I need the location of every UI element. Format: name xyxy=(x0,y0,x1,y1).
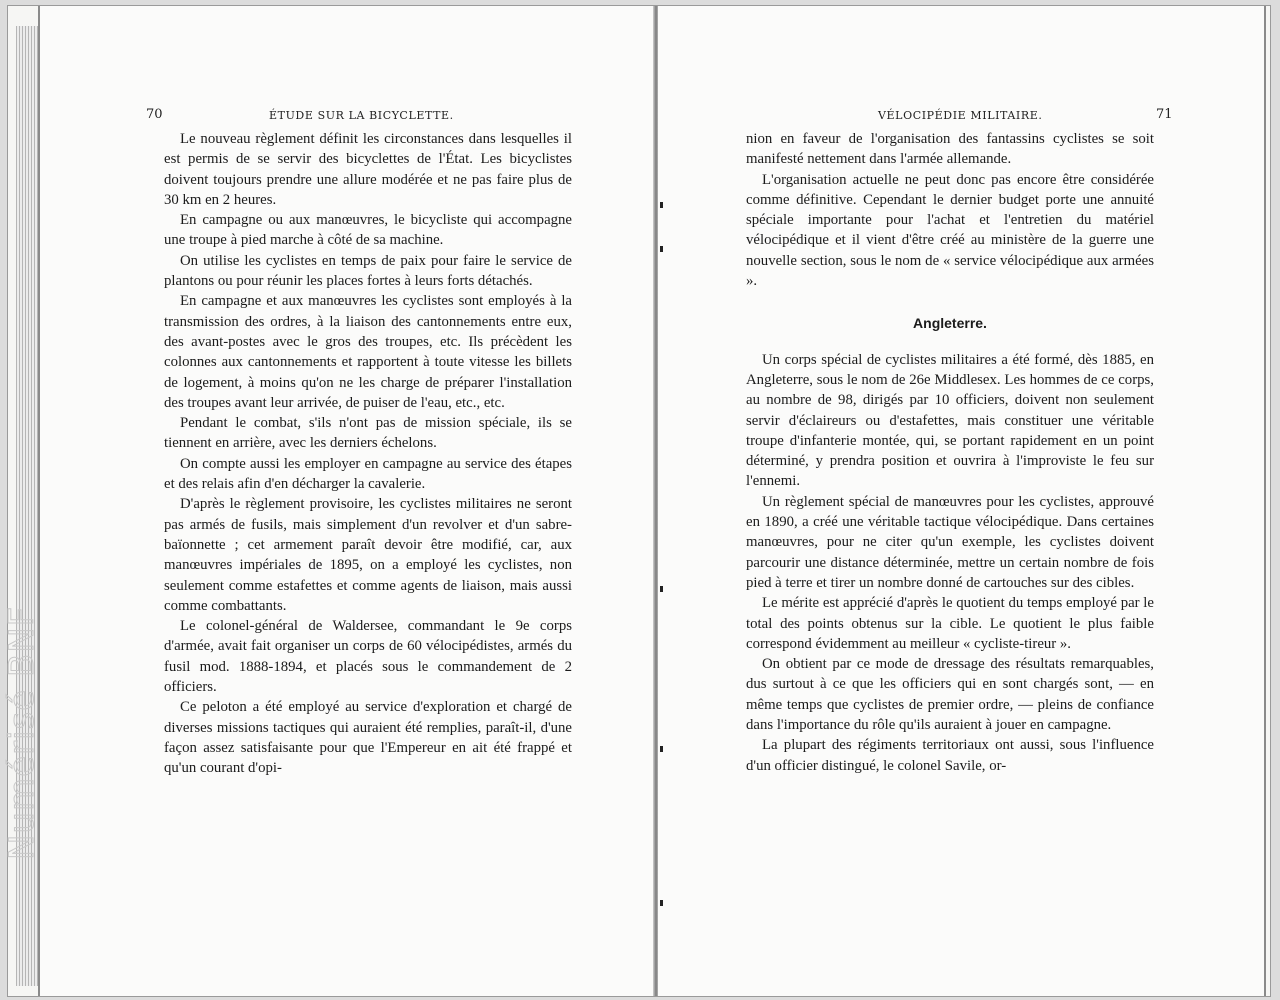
paragraph: Un règlement spécial de manœuvres pour les cyclistes, approuvé en 1890, a créé une véritable tactique vélocipédique. Dans certaines manœuvres, pour ne citer qu'un exemple, les cyclistes doivent parcourir une distance déterminée, mettre un certain nombre de fois pied à terre et tirer un nombre donné de cartouches sur des cibles. xyxy=(746,493,1154,591)
paragraph: Le mérite est apprécié d'après le quotient du temps employé par le total des points obtenus sur la cible. Le quotient le plus faible correspond évidemment au meilleur « cycliste-tireur ». xyxy=(746,595,1154,652)
binding-mark xyxy=(660,900,663,906)
binding-mark xyxy=(660,202,663,208)
paragraph: D'après le règlement provisoire, les cyclistes militaires ne seront pas armés de fusils, mais simplement d'un revolver et d'un sabre-baïonnette ; cet armement paraît devoir être modifié, car, aux manœuvres impériales de 1895, on a employé les cyclistes, non seulement comme estafettes et comme agents de liaison, mais aussi comme combattants. xyxy=(164,496,572,614)
paragraph: Ce peloton a été employé au service d'exploration et chargé de diverses missions tactiques qui auraient été remplies, paraît-il, d'une façon assez satisfaisante pour que l'Empereur en ait été frappé et qu'un courant d'opi- xyxy=(164,699,572,777)
left-running-head: ÉTUDE SUR LA BICYCLETTE. xyxy=(269,109,454,122)
watermark: Numérisé BNF xyxy=(2,605,42,860)
binding-mark xyxy=(660,246,663,252)
right-running-head: VÉLOCIPÉDIE MILITAIRE. xyxy=(878,109,1043,122)
paragraph: On compte aussi les employer en campagne au service des étapes et des relais afin d'en décharger la cavalerie. xyxy=(164,455,572,493)
right-page xyxy=(658,6,1266,996)
paragraph: Un corps spécial de cyclistes militaires a été formé, dès 1885, en Angleterre, sous le nom de 26e Middlesex. Les hommes de ce corps, au nombre de 98, dirigés par 10 officiers, doivent non seulement servir d'éclaireurs ou d'estafettes, mais constituer une véritable troupe d'infanterie montée, qui, se portant rapidement en un point déterminé, y prendra position et ouvrira à l'improviste le feu sur l'ennemi. xyxy=(746,351,1154,490)
section-heading: Angleterre. xyxy=(913,315,987,332)
left-page xyxy=(38,6,656,996)
right-text-column xyxy=(746,129,1154,776)
paragraph: nion en faveur de l'organisation des fantassins cyclistes se soit manifesté nettement dans l'armée allemande. xyxy=(746,131,1154,168)
paragraph: En campagne et aux manœuvres les cyclistes sont employés à la transmission des ordres, à la liaison des cantonnements entre eux, des avant-postes avec le gros des troupes, etc. Ils précèdent les colonnes aux cantonnements et rapportent à toute vitesse les billets de logement, à moins qu'on ne les charge de préparer l'installation des troupes avant leur arrivée, de puiser de l'eau, etc., etc. xyxy=(164,293,572,411)
paragraph: On obtient par ce mode de dressage des résultats remarquables, dus surtout à ce que les officiers qui en sont chargés sont, — en même temps que cyclistes de premier ordre, — pleins de confiance dans l'importance du rôle qu'ils auraient à jouer en campagne. xyxy=(746,656,1154,734)
paragraph: La plupart des régiments territoriaux ont aussi, sous l'influence d'un officier distingué, le colonel Savile, or- xyxy=(746,737,1154,774)
paragraph: On utilise les cyclistes en temps de paix pour faire le service de plantons ou pour réunir les places fortes à leurs forts détachés. xyxy=(164,252,572,290)
right-page-number: 71 xyxy=(1156,107,1173,122)
left-text-column xyxy=(164,129,572,779)
paragraph: En campagne ou aux manœuvres, le bicycliste qui accompagne une troupe à pied marche à côté de sa machine. xyxy=(164,212,572,249)
binding-mark xyxy=(660,746,663,752)
book-spread xyxy=(8,6,1270,996)
binding-mark xyxy=(660,586,663,592)
paragraph: Le colonel-général de Waldersee, commandant le 9e corps d'armée, avait fait organiser un corps de 60 vélocipédistes, armés du fusil mod. 1888-1894, et placés sous le commandement de 2 officiers. xyxy=(164,618,572,696)
paragraph: Pendant le combat, s'ils n'ont pas de mission spéciale, ils se tiennent en arrière, avec les derniers échelons. xyxy=(164,415,572,452)
paragraph: L'organisation actuelle ne peut donc pas encore être considérée comme définitive. Cependant le dernier budget porte une annuité spéciale importante pour l'achat et l'entretien du matériel vélocipédique et il vient d'être créé au ministère de la guerre une nouvelle section, sous le nom de « service vélocipédique aux armées ». xyxy=(746,171,1154,290)
left-page-number: 70 xyxy=(146,107,163,122)
paragraph: Le nouveau règlement définit les circonstances dans lesquelles il est permis de se servir des bicyclettes de l'État. Les bicyclistes doivent toujours prendre une allure modérée et ne pas faire plus de 30 km en 2 heures. xyxy=(164,131,572,208)
